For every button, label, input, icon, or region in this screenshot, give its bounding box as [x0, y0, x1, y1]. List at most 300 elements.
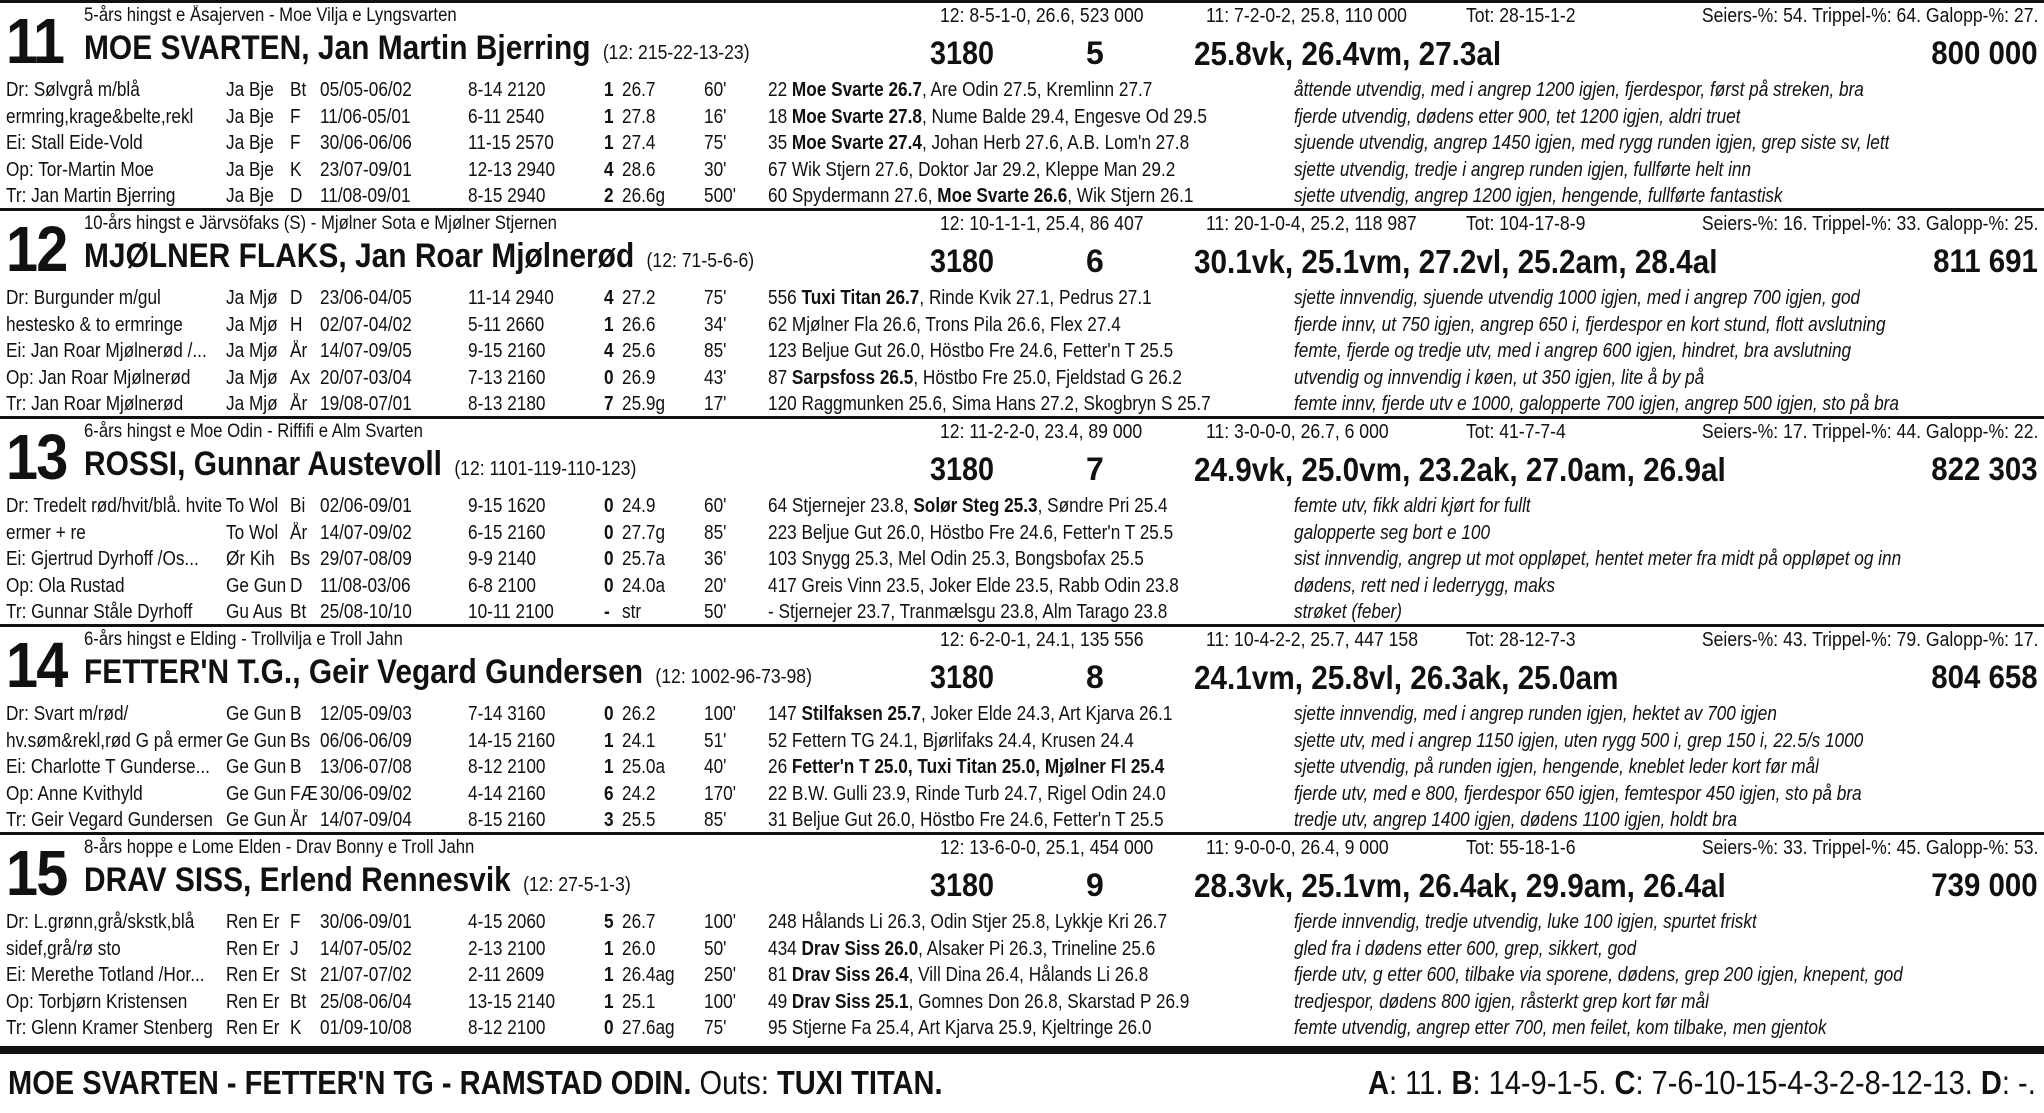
km-time: 26.6g	[622, 185, 666, 207]
top-three-pre: 434	[768, 937, 802, 960]
top-three-post: , Alsaker Pi 26.3, Trineline 25.6	[918, 937, 1156, 960]
tips-footer	[0, 1060, 2044, 1110]
km-time: 27.8	[622, 105, 656, 128]
horse-lineage: 6-års hingst e Elding - Trollvilja e Troll Jahn	[84, 629, 403, 650]
placing: -	[604, 601, 610, 623]
race-distance-value: 2940	[507, 185, 546, 207]
race-distance-value: 2180	[507, 393, 546, 415]
race-date: 11/08-03/06	[320, 574, 411, 597]
driver-code: Ge Gun	[226, 756, 287, 778]
tips-rankings	[1368, 1064, 2036, 1102]
track-code: År	[290, 393, 308, 415]
race-meta	[468, 106, 544, 129]
prize-odds: 250'	[704, 964, 736, 986]
prize-odds: 85'	[704, 521, 727, 544]
race-number: 13-15	[468, 990, 512, 1013]
driver-code: Ge Gun	[226, 574, 287, 597]
track-code: D	[290, 287, 303, 309]
owner-info: Op: Tor-Martin Moe	[6, 158, 154, 181]
top-three	[768, 1017, 1151, 1040]
track-code: Bs	[290, 729, 311, 752]
race-comment: sjette innvendig, sjuende utvendig 1000 igjen, med i angrep 700 igjen, god	[1294, 287, 1861, 309]
top-three-pre: 67 Wik Stjern 27.6, Doktor Jar 29.2, Kleppe Man 29.2	[768, 158, 1176, 181]
prize-odds: 100'	[704, 990, 736, 1013]
top-three	[768, 185, 1193, 208]
owner-info: hestesko & to ermringe	[6, 313, 183, 336]
km-time: 25.6	[622, 340, 656, 362]
race-date: 11/08-09/01	[320, 185, 411, 207]
race-distance-value: 2940	[515, 287, 554, 309]
placing: 1	[604, 964, 614, 986]
race-meta	[468, 730, 555, 753]
top-three-pre: 31 Beljue Gut 26.0, Höstbo Fre 24.6, Fetter'n T 25.5	[768, 809, 1164, 831]
race-comment: sjette utvendig, tredje i angrep runden igjen, fullførte helt inn	[1294, 158, 1752, 181]
race-row	[0, 159, 2044, 186]
owner-info: Dr: L.grønn,grå/skstk,blå	[6, 911, 195, 933]
driver-code: Ge Gun	[226, 729, 287, 752]
track-code: År	[290, 809, 308, 831]
stat-year-1: 12: 13-6-0-0, 25.1, 454 000	[940, 837, 1154, 859]
top-three	[768, 495, 1168, 518]
top-three	[768, 79, 1152, 102]
prize-odds: 75'	[704, 132, 727, 154]
prize-odds: 40'	[704, 756, 727, 778]
percentages: Seiers-%: 54. Trippel-%: 64. Galopp-%: 27.	[1701, 5, 2038, 27]
horse-lineage: 6-års hingst e Moe Odin - Riffifi e Alm Svarten	[84, 421, 423, 442]
career-summary: (12: 27-5-1-3)	[523, 874, 631, 896]
top-three	[768, 991, 1189, 1014]
race-distance-value: 2660	[505, 313, 545, 336]
top-three	[768, 783, 1166, 806]
percentages: Seiers-%: 43. Trippel-%: 79. Galopp-%: 17.	[1701, 629, 2038, 651]
race-date: 30/06-06/06	[320, 132, 412, 154]
race-date: 23/06-04/05	[320, 287, 412, 309]
placing: 0	[604, 574, 614, 597]
race-meta	[468, 601, 554, 624]
km-time: 25.7a	[622, 548, 666, 570]
driver-code: Gu Aus	[226, 601, 283, 623]
km-time: 25.9g	[622, 393, 666, 415]
post-position: 5	[1086, 35, 1104, 71]
km-time: 26.0	[622, 937, 656, 960]
race-number: 9-15	[468, 495, 503, 517]
top-three-post: , Are Odin 27.5, Kremlinn 27.7	[921, 79, 1153, 101]
prize-odds: 50'	[704, 601, 727, 623]
race-comment: fjerde innv, ut 750 igjen, angrep 650 i, fjerdespor en kort stund, flott avslutning	[1294, 313, 1886, 336]
track-code: D	[290, 574, 303, 597]
placing: 3	[604, 809, 614, 831]
prize-odds: 34'	[704, 313, 727, 336]
placing: 5	[604, 911, 614, 933]
km-time: 24.1	[622, 729, 656, 752]
race-row	[0, 1017, 2044, 1044]
placing: 0	[604, 366, 614, 389]
race-meta	[468, 314, 544, 337]
race-meta	[468, 809, 545, 832]
driver-code: Ja Bje	[226, 105, 274, 128]
rank-d-value: : -.	[2002, 1064, 2036, 1101]
race-distance-value: 2160	[507, 366, 546, 389]
top-three-pre: 147	[768, 703, 802, 725]
race-distance-value: 2100	[507, 937, 546, 960]
total-earnings: 822 303	[1931, 451, 2038, 487]
top-three	[768, 314, 1121, 337]
prize-odds: 500'	[704, 185, 736, 207]
driver-code: Ja Bje	[226, 79, 274, 101]
outsider-label: Outs:	[699, 1064, 769, 1101]
top-three-post: , Søndre Pri 25.4	[1037, 495, 1168, 517]
race-number: 8-12	[468, 1017, 503, 1039]
prize-odds: 60'	[704, 79, 727, 101]
post-position: 9	[1086, 867, 1104, 903]
race-meta	[468, 991, 555, 1014]
race-meta	[468, 159, 555, 182]
owner-info: Dr: Svart m/rød/	[6, 703, 129, 725]
top-three-pre: 22 B.W. Gulli 23.9, Rinde Turb 24.7, Rigel Odin 24.0	[768, 782, 1166, 805]
race-distance-value: 2100	[507, 756, 546, 778]
race-meta	[468, 783, 545, 806]
top-three	[768, 367, 1182, 390]
rank-c-value: : 7-6-10-15-4-3-2-8-12-13.	[1635, 1064, 1974, 1101]
top-three-highlight: Sarpsfoss 26.5	[791, 366, 914, 389]
career-summary: (12: 1101-119-110-123)	[454, 458, 637, 480]
top-three-highlight: Drav Siss 26.0	[801, 937, 919, 960]
km-time: 24.0a	[622, 574, 666, 597]
placing: 2	[604, 185, 614, 207]
horse-name-line	[84, 653, 812, 692]
top-three	[768, 575, 1179, 598]
owner-info: Ei: Gjertrud Dyrhoff /Os...	[6, 548, 199, 570]
owner-info: Op: Jan Roar Mjølnerød	[6, 366, 191, 389]
total-earnings: 739 000	[1931, 867, 2038, 903]
race-meta	[468, 287, 554, 310]
driver-code: To Wol	[226, 521, 279, 544]
best-times: 28.3vk, 25.1vm, 26.4ak, 29.9am, 26.4al	[1194, 867, 1726, 904]
stat-year-2: 11: 9-0-0-0, 26.4, 9 000	[1206, 837, 1389, 859]
horse-lineage: 5-års hingst e Åsajerven - Moe Vilja e Lyngsvarten	[84, 5, 457, 26]
race-number: 8-15	[468, 185, 503, 207]
race-comment: femte innv, fjerde utv e 1000, galopperte 700 igjen, angrep 500 igjen, sto på bra	[1294, 393, 1899, 415]
race-distance-value: 2140	[516, 990, 556, 1013]
race-number: 8-12	[468, 756, 503, 778]
driver-code: Ren Er	[226, 1017, 280, 1039]
top-three-pre: 95 Stjerne Fa 25.4, Art Kjarva 25.9, Kjeltringe 26.0	[768, 1017, 1152, 1039]
race-meta	[468, 132, 554, 155]
km-time: 26.7	[622, 911, 656, 933]
percentages: Seiers-%: 16. Trippel-%: 33. Galopp-%: 25.	[1701, 213, 2038, 235]
top-three-pre: 62 Mjølner Fla 26.6, Trons Pila 26.6, Flex 27.4	[768, 313, 1121, 336]
race-distance-value: 2609	[505, 964, 545, 986]
track-code: D	[290, 185, 303, 207]
race-date: 11/06-05/01	[320, 105, 411, 128]
placing: 4	[604, 287, 614, 309]
best-times: 25.8vk, 26.4vm, 27.3al	[1194, 35, 1502, 72]
stat-year-1: 12: 8-5-1-0, 26.6, 523 000	[940, 5, 1144, 27]
race-number: 2-13	[468, 937, 503, 960]
owner-info: Ei: Charlotte T Gunderse...	[6, 756, 210, 778]
stat-year-1: 12: 11-2-2-0, 23.4, 89 000	[940, 421, 1143, 443]
horse-number: 14	[6, 629, 67, 701]
top-three-pre: 35	[768, 132, 792, 154]
percentages: Seiers-%: 33. Trippel-%: 45. Galopp-%: 53.	[1701, 837, 2038, 859]
race-number: 12-13	[468, 158, 512, 181]
stat-year-2: 11: 10-4-2-2, 25.7, 447 158	[1206, 629, 1419, 651]
km-time: 25.0a	[622, 756, 666, 778]
horse-number: 13	[6, 421, 67, 493]
km-time: 26.7	[622, 79, 656, 101]
race-distance-value: 2540	[505, 105, 545, 128]
top-three-highlight: Drav Siss 25.1	[791, 990, 909, 1013]
race-comment: fjerde utv, g etter 600, tilbake via sporene, dødens, grep 200 igjen, knepent, god	[1294, 964, 1903, 986]
stat-total: Tot: 28-15-1-2	[1466, 5, 1576, 27]
race-comment: femte utvendig, angrep etter 700, men feilet, kom tilbake, men gjentok	[1294, 1017, 1827, 1039]
km-time: 27.6ag	[622, 1017, 675, 1039]
km-time: 24.9	[622, 495, 656, 517]
top-three-pre: 64 Stjernejer 23.8,	[768, 495, 914, 517]
race-number: 11-14	[468, 287, 511, 309]
track-code: Bt	[290, 601, 307, 623]
rank-d-label: D	[1981, 1064, 2003, 1101]
top-three-pre: 120 Raggmunken 25.6, Sima Hans 27.2, Skogbryn S 25.7	[768, 393, 1211, 415]
race-date: 06/06-06/09	[320, 729, 412, 752]
race-row	[0, 548, 2044, 575]
top-three	[768, 938, 1155, 961]
placing: 4	[604, 158, 614, 181]
race-date: 13/06-07/08	[320, 756, 412, 778]
track-code: År	[290, 521, 308, 544]
km-time: 25.1	[622, 990, 656, 1013]
tips-picks	[8, 1064, 943, 1102]
footer-rule	[0, 1046, 2044, 1054]
top-three	[768, 730, 1134, 753]
prize-odds: 20'	[704, 574, 727, 597]
race-comment: sjette innvendig, med i angrep runden igjen, hektet av 700 igjen	[1294, 703, 1777, 725]
track-code: H	[290, 313, 303, 336]
race-number: 8-13	[468, 393, 503, 415]
horse-name: MJØLNER FLAKS, Jan Roar Mjølnerød	[84, 237, 635, 275]
top-three-pre: 22	[768, 79, 792, 101]
driver-code: Ja Bje	[226, 132, 274, 154]
race-comment: tredjespor, dødens 800 igjen, råsterkt grep kort før mål	[1294, 990, 1709, 1013]
horse-lineage: 8-års hoppe e Lome Elden - Drav Bonny e Troll Jahn	[84, 837, 475, 858]
horse-name: ROSSI, Gunnar Austevoll	[84, 445, 442, 483]
race-date: 14/07-09/04	[320, 809, 412, 831]
race-meta	[468, 911, 545, 934]
race-row	[0, 340, 2044, 367]
prize-odds: 75'	[704, 1017, 727, 1039]
race-row	[0, 730, 2044, 757]
race-comment: fjerde utvendig, dødens etter 900, tet 1200 igjen, aldri truet	[1294, 105, 1741, 128]
placing: 1	[604, 756, 614, 778]
stat-year-2: 11: 7-2-0-2, 25.8, 110 000	[1206, 5, 1407, 27]
prize-odds: 100'	[704, 911, 736, 933]
driver-code: Ge Gun	[226, 703, 287, 725]
horse-lineage: 10-års hingst e Järvsöfaks (S) - Mjølner Sota e Mjølner Stjernen	[84, 213, 557, 234]
placing: 0	[604, 495, 614, 517]
prize-odds: 17'	[704, 393, 727, 415]
best-times: 24.1vm, 25.8vl, 26.3ak, 25.0am	[1194, 659, 1619, 696]
placing: 1	[604, 105, 614, 128]
race-comment: fjerde innvendig, tredje utvendig, luke 100 igjen, spurtet friskt	[1294, 911, 1757, 933]
top-three-pre: 556	[768, 287, 802, 309]
outsider-pick: TUXI TITAN.	[776, 1064, 943, 1101]
km-time: 27.7g	[622, 521, 666, 544]
rank-a-label: A	[1368, 1064, 1390, 1101]
track-code: F	[290, 132, 301, 154]
post-position: 6	[1086, 243, 1104, 279]
stat-total: Tot: 104-17-8-9	[1466, 213, 1586, 235]
horse-name: MOE SVARTEN, Jan Martin Bjerring	[84, 29, 591, 67]
race-comment: sjette utvendig, angrep 1200 igjen, hengende, fullførte fantastisk	[1294, 185, 1783, 207]
horse-name-line	[84, 861, 631, 900]
owner-info: Dr: Sølvgrå m/blå	[6, 79, 140, 101]
horse-name-line	[84, 237, 754, 276]
owner-info: hv.søm&rekl,rød G på ermer	[6, 729, 223, 752]
top-three	[768, 287, 1152, 310]
owner-info: Ei: Stall Eide-Vold	[6, 132, 143, 154]
prize-odds: 50'	[704, 937, 727, 960]
top-three	[768, 601, 1167, 624]
race-row	[0, 991, 2044, 1018]
race-date: 19/08-07/01	[320, 393, 412, 415]
owner-info: Op: Ola Rustad	[6, 574, 125, 597]
race-meta	[468, 1017, 545, 1040]
top-three-pre: 18	[768, 105, 792, 128]
race-meta	[468, 938, 545, 961]
career-summary: (12: 71-5-6-6)	[646, 250, 755, 272]
track-code: Bt	[290, 990, 307, 1013]
owner-info: Op: Torbjørn Kristensen	[6, 990, 188, 1013]
race-row	[0, 106, 2044, 133]
top-three-post: , Johan Herb 27.6, A.B. Lom'n 27.8	[921, 132, 1190, 154]
race-comment: femte, fjerde og tredje utv, med i angrep 600 igjen, hindret, bra avslutning	[1294, 340, 1852, 362]
total-earnings: 800 000	[1931, 35, 2038, 71]
driver-code: Ja Mjø	[226, 313, 278, 336]
horse-number: 11	[6, 5, 64, 77]
driver-code: Ja Mjø	[226, 287, 278, 309]
owner-info: ermring,krage&belte,rekl	[6, 105, 194, 128]
horse-entry	[0, 419, 2044, 626]
post-position: 7	[1086, 451, 1104, 487]
owner-info: Dr: Tredelt rød/hvit/blå. hvite	[6, 495, 223, 517]
track-code: FÆ	[290, 782, 318, 805]
placing: 1	[604, 132, 614, 154]
tips-main-picks: MOE SVARTEN - FETTER'N TG - RAMSTAD ODIN.	[8, 1064, 692, 1101]
track-code: Bi	[290, 495, 306, 517]
owner-info: Tr: Jan Roar Mjølnerød	[6, 393, 184, 415]
race-row	[0, 783, 2044, 810]
top-three-post: , Wik Stjern 26.1	[1067, 185, 1194, 207]
top-three-highlight: Moe Svarte 26.6	[937, 185, 1068, 207]
track-code: B	[290, 756, 302, 778]
km-time: 26.6	[622, 313, 656, 336]
race-date: 12/05-09/03	[320, 703, 412, 725]
owner-info: Tr: Gunnar Ståle Dyrhoff	[6, 601, 193, 623]
top-three-pre: 223 Beljue Gut 26.0, Höstbo Fre 24.6, Fetter'n T 25.5	[768, 521, 1174, 544]
race-date: 14/07-09/02	[320, 521, 412, 544]
race-meta	[468, 185, 545, 208]
stat-year-2: 11: 3-0-0-0, 26.7, 6 000	[1206, 421, 1389, 443]
race-row	[0, 964, 2044, 991]
race-row	[0, 575, 2044, 602]
race-meta	[468, 495, 545, 518]
race-distance: 3180	[930, 451, 995, 487]
top-three	[768, 809, 1164, 832]
driver-code: Ja Mjø	[226, 340, 278, 362]
prize-odds: 170'	[704, 782, 736, 805]
prize-odds: 75'	[704, 287, 727, 309]
race-distance: 3180	[930, 243, 995, 279]
race-comment: sjette utvendig, på runden igjen, hengende, kneblet leder kort før mål	[1294, 756, 1819, 778]
race-number: 8-14	[468, 79, 503, 101]
rank-c-label: C	[1614, 1064, 1636, 1101]
race-number: 7-13	[468, 366, 503, 389]
placing: 1	[604, 313, 614, 336]
top-three-pre: 81	[768, 964, 792, 986]
driver-code: Ren Er	[226, 911, 280, 933]
driver-code: To Wol	[226, 495, 279, 517]
race-row	[0, 911, 2044, 938]
race-row	[0, 522, 2044, 549]
horse-name-line	[84, 445, 636, 484]
top-three	[768, 132, 1189, 155]
career-summary: (12: 1002-96-73-98)	[655, 666, 812, 688]
top-three-pre: 103 Snygg 25.3, Mel Odin 25.3, Bongsbofax 25.5	[768, 548, 1144, 570]
race-history	[0, 911, 2044, 1044]
race-distance-value: 2160	[507, 809, 546, 831]
race-history	[0, 495, 2044, 628]
top-three-post: , Rinde Kvik 27.1, Pedrus 27.1	[919, 287, 1152, 309]
track-code: St	[290, 964, 307, 986]
race-date: 14/07-09/05	[320, 340, 412, 362]
driver-code: Ge Gun	[226, 782, 287, 805]
horse-entry	[0, 835, 2044, 1042]
prize-odds: 36'	[704, 548, 727, 570]
race-date: 20/07-03/04	[320, 366, 412, 389]
top-three	[768, 106, 1207, 129]
percentages: Seiers-%: 17. Trippel-%: 44. Galopp-%: 22.	[1701, 421, 2038, 443]
km-time: 27.4	[622, 132, 656, 154]
stat-year-2: 11: 20-1-0-4, 25.2, 118 987	[1206, 213, 1417, 235]
race-row	[0, 495, 2044, 522]
km-time: 26.4ag	[622, 964, 675, 986]
placing: 0	[604, 703, 614, 725]
post-position: 8	[1086, 659, 1104, 695]
best-times: 24.9vk, 25.0vm, 23.2ak, 27.0am, 26.9al	[1194, 451, 1726, 488]
race-distance-value: 2160	[507, 521, 546, 544]
race-number: 10-11	[468, 601, 511, 623]
prize-odds: 85'	[704, 809, 727, 831]
stat-year-1: 12: 6-2-0-1, 24.1, 135 556	[940, 629, 1144, 651]
race-meta	[468, 340, 545, 363]
race-comment: tredje utv, angrep 1400 igjen, dødens 1100 igjen, holdt bra	[1294, 809, 1738, 831]
horse-entry	[0, 211, 2044, 418]
prize-odds: 85'	[704, 340, 727, 362]
race-row	[0, 756, 2044, 783]
race-distance-value: 2120	[507, 79, 546, 101]
track-code: F	[290, 105, 301, 128]
top-three	[768, 159, 1175, 182]
top-three-highlight: Stilfaksen 25.7	[801, 703, 921, 725]
top-three-highlight: Drav Siss 26.4	[791, 964, 909, 986]
driver-code: Ren Er	[226, 964, 280, 986]
owner-info: ermer + re	[6, 521, 86, 544]
prize-odds: 60'	[704, 495, 727, 517]
race-number: 7-14	[468, 703, 503, 725]
top-three-highlight: Moe Svarte 27.8	[791, 105, 922, 128]
top-three-post: , Gomnes Don 26.8, Skarstad P 26.9	[908, 990, 1190, 1013]
owner-info: Tr: Glenn Kramer Stenberg	[6, 1017, 213, 1039]
